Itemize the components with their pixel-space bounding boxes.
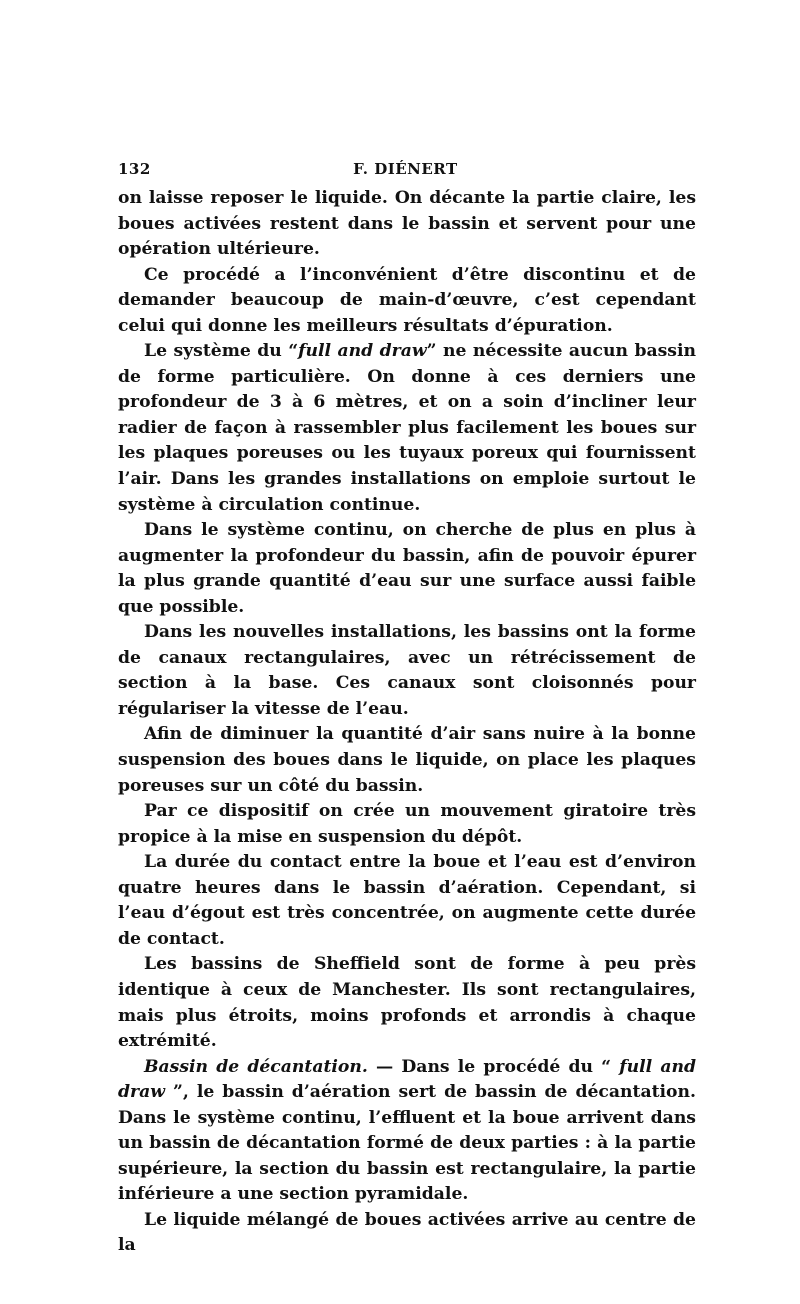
paragraph: La durée du contact entre la boue et l’eau est d’environ quatre heures dans le bassin d’aération. Cependant, si l’eau d’égout est très concentrée, on augmente cette durée de contact.	[118, 852, 696, 949]
section-heading: Bassin de décantation.	[144, 1056, 368, 1077]
paragraph: Dans le système continu, on cherche de plus en plus à augmenter la profondeur du bassin, afin de pouvoir épurer la plus grande quantité d’eau sur une surface aussi faible que possible.	[118, 520, 696, 617]
italic-term: full and draw	[118, 1056, 696, 1103]
paragraph: Afin de diminuer la quantité d’air sans nuire à la bonne suspension des boues dans le liquide, on place les plaques poreuses sur un côté du bassin.	[118, 724, 696, 796]
paragraph: Les bassins de Sheffield sont de forme à peu près identique à ceux de Manchester. Ils sont rectangulaires, mais plus étroits, moins profonds et arrondis à chaque extrémité.	[118, 954, 696, 1052]
paragraph	[118, 339, 696, 518]
paragraph: on laisse reposer le liquide. On décante la partie claire, les boues activées restent dans le bassin et servent pour une opération ultérieure.	[118, 188, 696, 260]
body-text	[118, 186, 696, 1259]
paragraph-text: ” ne nécessite aucun bassin de forme particulière. On donne à ces derniers une profondeur de 3 à 6 mètres, et on a soin d’incliner leur radier de façon à rassembler plus facilement les boues sur les plaques poreuses ou les tuyaux poreux qui fournissent l’air. Dans les grandes installations on emploie surtout le système à circulation continue.	[118, 341, 696, 515]
paragraph-text: ”, le bassin d’aération sert de bassin de décantation. Dans le système continu, l’effluent et la boue arrivent dans un bassin de décantation formé de deux parties : à la partie supérieure, la section du bassin est rectangulaire, la partie inférieure a une section pyramidale.	[118, 1082, 696, 1205]
paragraph: Dans les nouvelles installations, les bassins ont la forme de canaux rectangulaires, avec un rétrécissement de section à la base. Ces canaux sont cloisonnés pour régulariser la vitesse de l’eau.	[118, 622, 696, 719]
paragraph: Le liquide mélangé de boues activées arrive au centre de la	[118, 1209, 696, 1256]
paragraph	[118, 1055, 696, 1208]
italic-term: full and draw	[298, 341, 427, 362]
page-number: 132	[118, 160, 151, 178]
paragraph-text: Le système du “	[144, 341, 299, 362]
paragraph: Par ce dispositif on crée un mouvement giratoire très propice à la mise en suspension du dépôt.	[118, 801, 696, 847]
page-header	[118, 160, 696, 186]
running-title: F. DIÉNERT	[353, 160, 458, 178]
paragraph-text: — Dans le procédé du “	[367, 1056, 620, 1077]
book-page	[118, 160, 696, 1259]
paragraph: Ce procédé a l’inconvénient d’être discontinu et de demander beaucoup de main-d’œuvre, c’est cependant celui qui donne les meilleurs résultats d’épuration.	[118, 264, 696, 336]
